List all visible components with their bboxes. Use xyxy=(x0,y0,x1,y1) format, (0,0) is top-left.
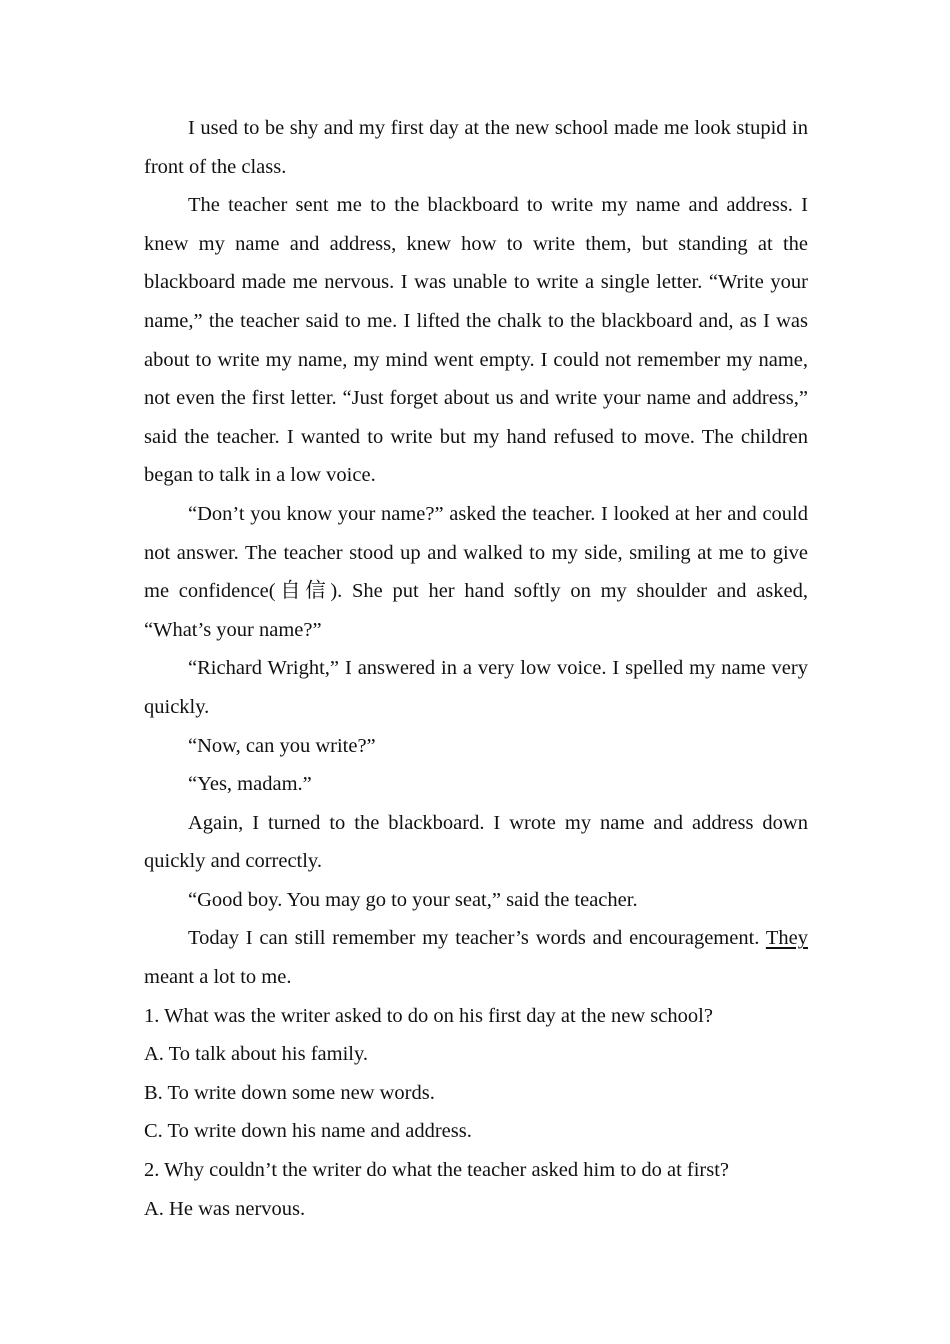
paragraph-2: The teacher sent me to the blackboard to write my name and address. I knew my name and address, knew how to write them, but standing at the blackboard made me nervous. I was unable to write a single letter. “Write your name,” the teacher said to me. I lifted the chalk to the blackboard and, as I was about to write my name, my mind went empty. I could not remember my name, not even the first letter. “Just forget about us and write your name and address,” said the teacher. I wanted to write but my hand refused to move. The children began to talk in a low voice. xyxy=(144,194,808,487)
question-2: 2. Why couldn’t the writer do what the teacher asked him to do at first? xyxy=(144,1159,730,1182)
paragraph-9 xyxy=(144,919,808,996)
paragraph-6: “Yes, madam.” xyxy=(188,773,312,796)
question-1-option-b: B. To write down some new words. xyxy=(144,1081,435,1104)
question-2-option-a: A. He was nervous. xyxy=(144,1197,306,1220)
paragraph-3: “Don’t you know your name?” asked the teacher. I looked at her and could not answer. The teacher stood up and walked to my side, smiling at me to give me confidence(自信). She put her hand softly on my shoulder and asked, “What’s your name?” xyxy=(144,502,808,641)
document-page xyxy=(144,109,808,1228)
question-1-option-a: A. To talk about his family. xyxy=(144,1043,369,1066)
paragraph-5: “Now, can you write?” xyxy=(188,734,376,757)
paragraph-9-end: meant a lot to me. xyxy=(144,966,292,989)
question-1-option-c: C. To write down his name and address. xyxy=(144,1120,472,1143)
paragraph-8: “Good boy. You may go to your seat,” said the teacher. xyxy=(188,888,638,911)
paragraph-1: I used to be shy and my first day at the new school made me look stupid in front of the class. xyxy=(144,117,808,178)
question-1: 1. What was the writer asked to do on his first day at the new school? xyxy=(144,1004,713,1027)
underlined-word-they: They xyxy=(765,927,808,950)
paragraph-4: “Richard Wright,” I answered in a very low voice. I spelled my name very quickly. xyxy=(144,657,808,718)
paragraph-9-text: Today I can still remember my teacher’s words and encouragement. xyxy=(188,927,766,950)
paragraph-7: Again, I turned to the blackboard. I wrote my name and address down quickly and correctly. xyxy=(144,811,808,873)
